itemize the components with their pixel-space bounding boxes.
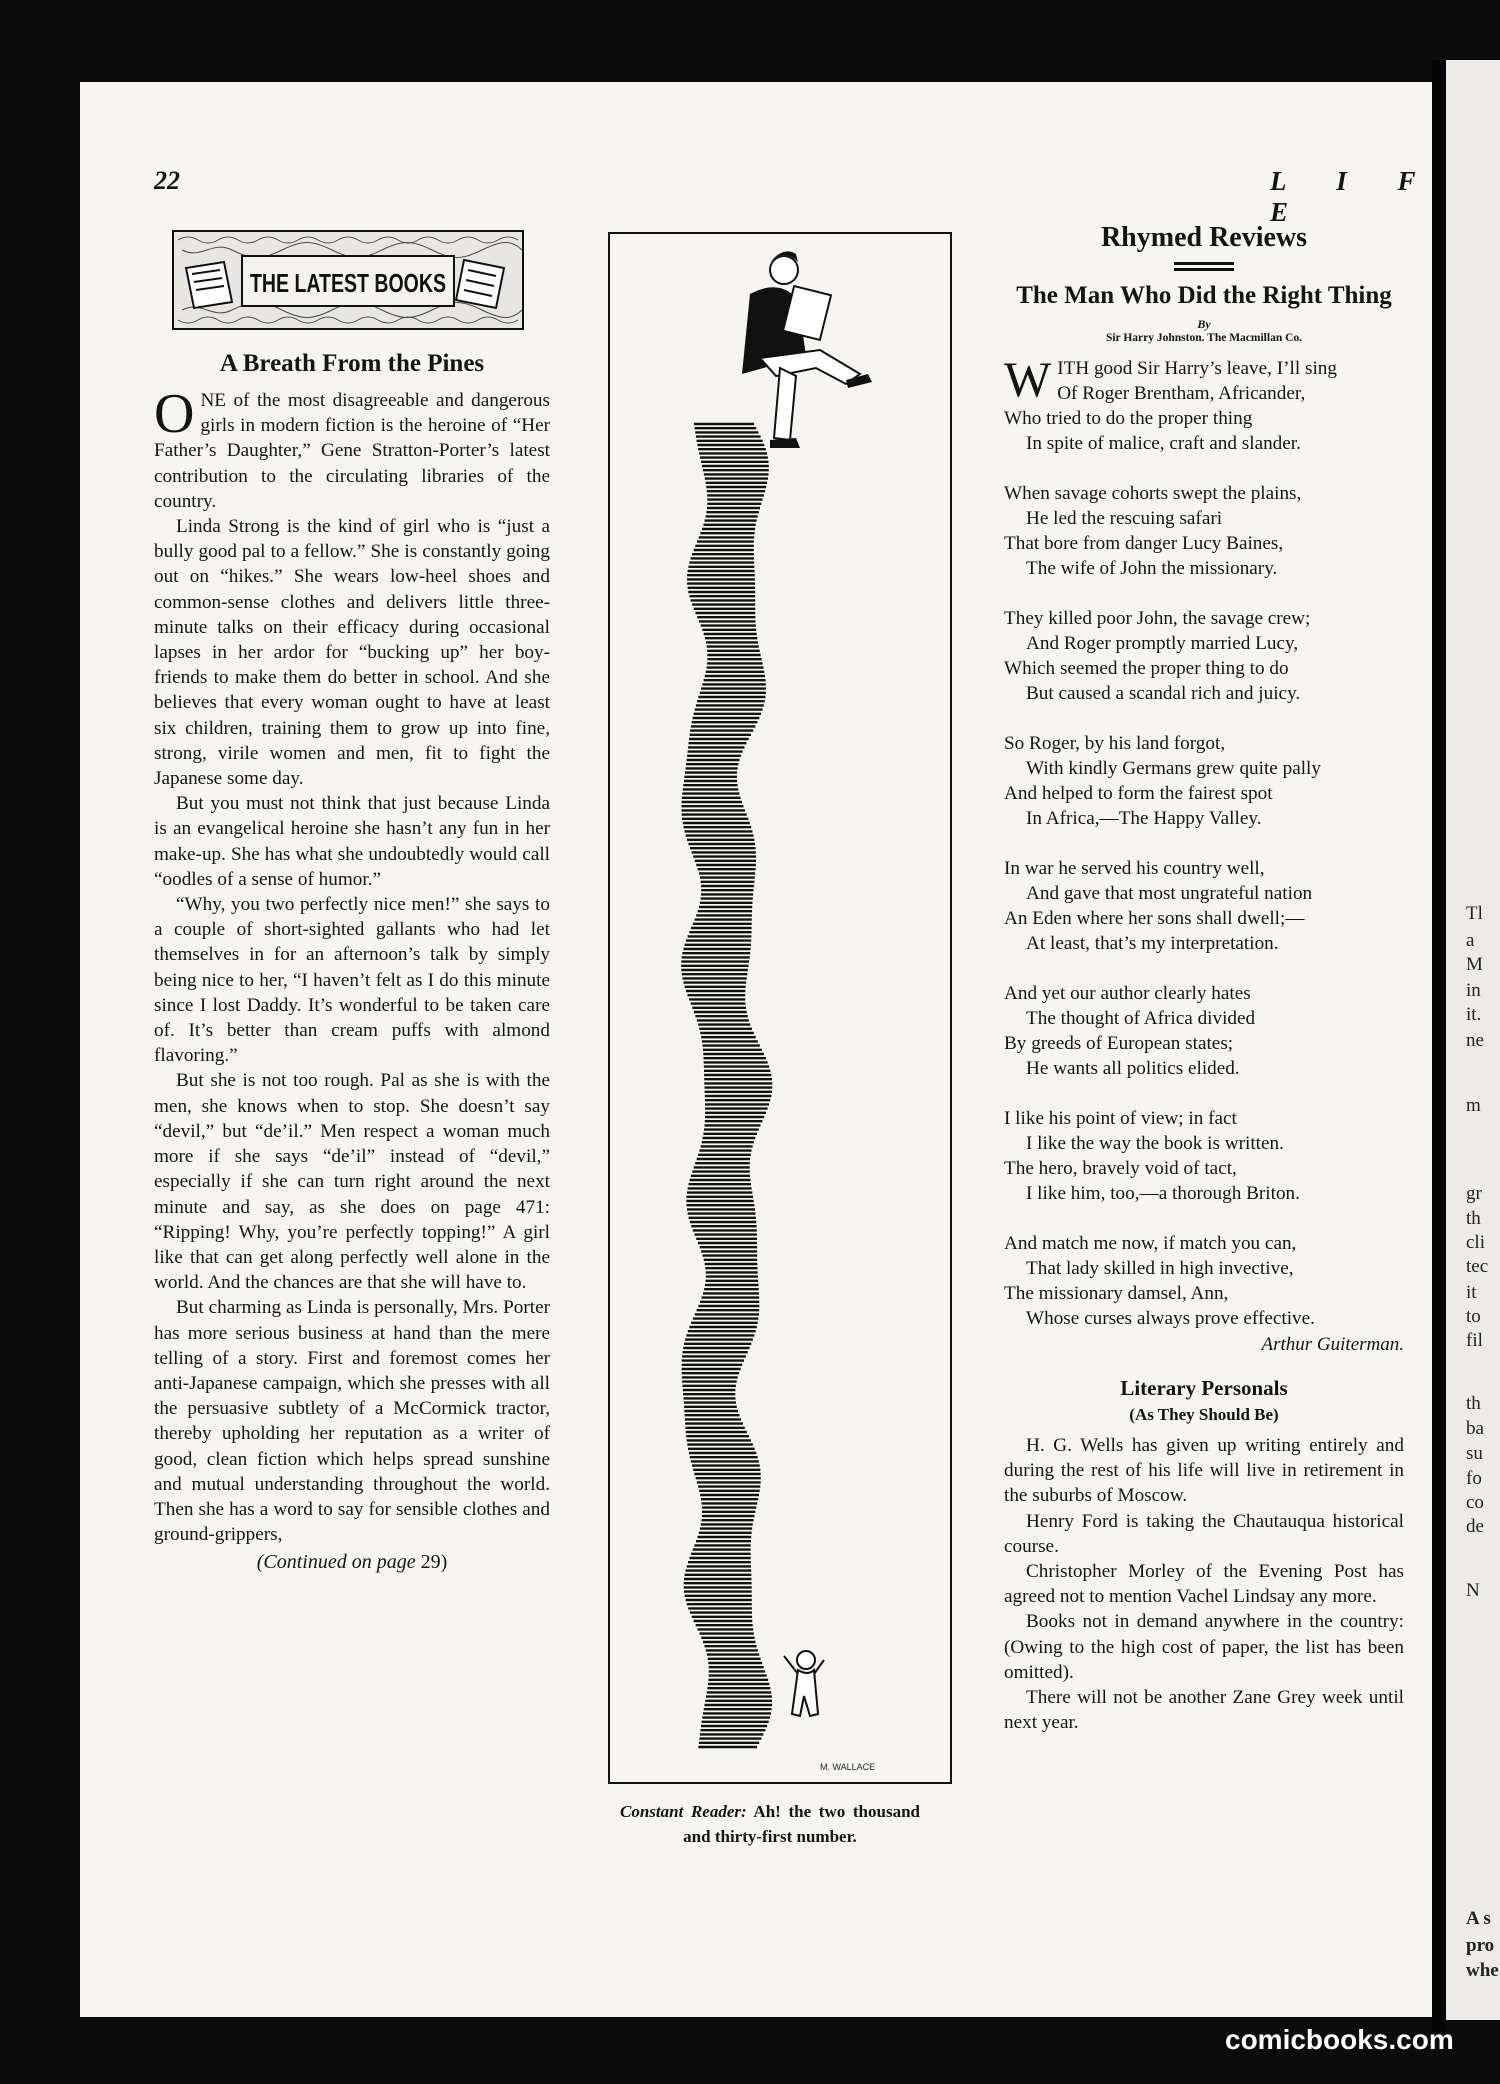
next-page-text-fragment: whe xyxy=(1466,1960,1499,1981)
poem-line: They killed poor John, the savage crew; xyxy=(1004,608,1311,629)
next-page-text-fragment: ba xyxy=(1466,1418,1484,1439)
article-column xyxy=(154,350,550,1574)
next-page-text-fragment: to xyxy=(1466,1306,1481,1327)
book-icon xyxy=(456,260,504,308)
poem-line: The missionary damsel, Ann, xyxy=(1004,1283,1229,1304)
article-paragraph: But charming as Linda is personally, Mrs. Porter has more serious business at hand than the mere telling of a story. First and foremost comes her anti-Japanese campaign, which she presses with all the persuasive subtlety of a McCormick tractor, thereby upholding her reputation as a writer of good, clean fiction which helps spread sunshine and mutual understanding throughout the world. Then she has a word to say for sensible clothes and ground-grippers, xyxy=(154,1297,550,1546)
cartoon-illustration xyxy=(610,234,950,1782)
poem-line: I like his point of view; in fact xyxy=(1004,1108,1237,1129)
next-page-text-fragment: it. xyxy=(1466,1004,1482,1025)
magazine-stack xyxy=(681,424,772,1747)
poem-stanza xyxy=(1004,606,1404,706)
next-page-text-fragment: su xyxy=(1466,1443,1483,1464)
poem-stanza xyxy=(1004,856,1404,956)
poem-line: With kindly Germans grew quite pally xyxy=(1026,758,1321,779)
watermark: comicbooks.com xyxy=(1225,2024,1454,2055)
article-paragraph: But she is not too rough. Pal as she is with the men, she knows when to stop. She doesn’t say “devil,” but “de’il.” Men respect a woman much more if she says “de’il” instead of “devil,” especially if she can turn right around the next minute and say, as she does on page 471: “Ripping! Why, you’re perfectly topping!” A girl like that can get along perfectly well alone in the world. And the chances are that she will have to. xyxy=(154,1070,550,1294)
next-page-text-fragment: pro xyxy=(1466,1935,1495,1956)
poem-line: And gave that most ungrateful nation xyxy=(1026,883,1313,904)
poem-line: And match me now, if match you can, xyxy=(1004,1233,1297,1254)
continued-note: (Continued on page 29) xyxy=(256,1551,448,1574)
poem-line: But caused a scandal rich and juicy. xyxy=(1026,683,1301,704)
small-figure xyxy=(784,1651,824,1716)
next-page-edge xyxy=(1446,60,1500,2020)
poem-line: Of Roger Brentham, Africander, xyxy=(1057,383,1306,404)
caption-text: Ah! the two thousand and thirty-first number. xyxy=(683,1802,920,1846)
article-paragraph: Linda Strong is the kind of girl who is “just a bully good pal to a fellow.” She is constantly going out on “hikes.” She wears low-heel shoes and common-sense clothes and delivers little three-minute talks on their efficacy during occasional lapses in her ardor for “bucking up” her boy-friends to make them do better in school. And she believes that every woman ought to have at least six children, training them to grow up into fine, strong, virile women and men, fit to fight the Japanese some day. xyxy=(154,516,550,790)
poem-line: He led the rescuing safari xyxy=(1026,508,1223,529)
next-page-text-fragment: de xyxy=(1466,1516,1484,1537)
personal-item: There will not be another Zane Grey week until next year. xyxy=(1004,1687,1404,1734)
poem-stanza xyxy=(1004,1231,1404,1331)
book-icon xyxy=(186,262,232,308)
poem-line: He wants all politics elided. xyxy=(1026,1058,1240,1079)
article-paragraph: ONE of the most disagreeable and dangerous girls in modern fiction is the heroine of “Her Father’s Daughter,” Gene Stratton-Porter’s latest contribution to the circulating libraries of the country. xyxy=(154,383,550,512)
poem-line: Who tried to do the proper thing xyxy=(1004,408,1253,429)
next-page-text-fragment: Tl xyxy=(1466,903,1483,924)
poem-line: So Roger, by his land forgot, xyxy=(1004,733,1226,754)
drop-cap: O xyxy=(154,383,195,445)
poem-line: An Eden where her sons shall dwell;— xyxy=(1004,908,1305,929)
next-page-text-fragment: cli xyxy=(1466,1232,1485,1253)
latest-books-banner xyxy=(172,230,524,330)
drop-cap: W xyxy=(1004,351,1052,407)
literary-personals-list xyxy=(1004,1433,1404,1735)
poem-line: In war he served his country well, xyxy=(1004,858,1265,879)
section-heading: Rhymed Reviews xyxy=(1100,222,1308,253)
next-page-text-fragment: in xyxy=(1466,980,1481,1001)
poem-line: I like him, too,—a thorough Briton. xyxy=(1026,1183,1300,1204)
poem-line: The thought of Africa divided xyxy=(1026,1008,1256,1029)
poem-line: When savage cohorts swept the plains, xyxy=(1004,483,1302,504)
reader-figure xyxy=(742,251,872,448)
poem-line: The wife of John the missionary. xyxy=(1026,558,1278,579)
personal-item: Henry Ford is taking the Chautauqua historical course. xyxy=(1004,1510,1404,1557)
next-page-text-fragment: th xyxy=(1466,1208,1481,1229)
next-page-text-fragment: fil xyxy=(1466,1330,1483,1351)
poem-line: That lady skilled in high invective, xyxy=(1026,1258,1294,1279)
poem-line: In Africa,—The Happy Valley. xyxy=(1026,808,1262,829)
poem-stanza xyxy=(1004,1106,1404,1206)
poem xyxy=(1004,351,1404,1331)
poem-line: And helped to form the fairest spot xyxy=(1004,783,1273,804)
article-paragraph: “Why, you two perfectly nice men!” she says to a couple of short-sighted gallants who had let themselves in for an afternoon’s talk by simply being nice to her, “I haven’t felt as I do this minute since I lost Daddy. It’s wonderful to be taken care of. It’s better than cream puffs with almond flavoring.” xyxy=(154,894,550,1067)
book-title: The Man Who Did the Right Thing xyxy=(1016,282,1392,309)
artist-signature: M. WALLACE xyxy=(820,1762,876,1772)
personal-item: Christopher Morley of the Evening Post has agreed not to mention Vachel Lindsay any more. xyxy=(1004,1561,1404,1608)
caption-speaker: Constant Reader: xyxy=(620,1802,747,1821)
next-page-text-fragment: it xyxy=(1466,1282,1477,1303)
poem-line: In spite of malice, craft and slander. xyxy=(1026,433,1301,454)
personal-item: H. G. Wells has given up writing entirely and during the rest of his life will live in retirement in the suburbs of Moscow. xyxy=(1004,1435,1404,1507)
literary-personals-heading: Literary Personals xyxy=(1120,1376,1288,1400)
literary-personals-subheading: (As They Should Be) xyxy=(1129,1405,1279,1424)
personal-item: Books not in demand anywhere in the country: (Owing to the high cost of paper, the list has been omitted). xyxy=(1004,1611,1404,1683)
article-body xyxy=(154,383,550,1547)
binding-gutter xyxy=(1432,60,1446,2035)
poem-stanza xyxy=(1004,731,1404,831)
poem-line: Whose curses always prove effective. xyxy=(1026,1308,1315,1329)
poem-line: The hero, bravely void of tact, xyxy=(1004,1158,1237,1179)
rhymed-reviews-column xyxy=(1004,222,1404,1735)
poem-line: At least, that’s my interpretation. xyxy=(1026,933,1279,954)
poem-line: I like the way the book is written. xyxy=(1026,1133,1284,1154)
next-page-text-fragment: gr xyxy=(1466,1183,1482,1204)
next-page-text-fragment: fo xyxy=(1466,1468,1482,1489)
next-page-text-fragment: th xyxy=(1466,1393,1481,1414)
cartoon-caption xyxy=(620,1799,920,1849)
next-page-text-fragment: a xyxy=(1466,930,1475,951)
next-page-text-fragment: N xyxy=(1466,1580,1480,1601)
poem-line: And yet our author clearly hates xyxy=(1004,983,1251,1004)
next-page-text-fragment: A s xyxy=(1466,1908,1491,1929)
poem-line: And Roger promptly married Lucy, xyxy=(1026,633,1299,654)
page-number: 22 xyxy=(154,166,180,195)
double-rule xyxy=(1174,262,1234,271)
cartoon-panel xyxy=(608,232,952,1784)
poem-stanza xyxy=(1004,351,1404,456)
next-page-text-fragment: M xyxy=(1466,954,1483,975)
banner-title: THE LATEST BOOKS xyxy=(250,268,446,298)
poem-line: WITH good Sir Harry’s leave, I’ll sing xyxy=(1004,351,1337,407)
next-page-text-fragment: ne xyxy=(1466,1030,1484,1051)
author-publisher: Sir Harry Johnston. The Macmillan Co. xyxy=(1105,332,1303,344)
poem-stanza xyxy=(1004,481,1404,581)
next-page-text-fragment: m xyxy=(1466,1095,1481,1116)
article-paragraph: But you must not think that just because Linda is an evangelical heroine she hasn’t any fun in her make-up. She has what she undoubtedly would call “oodles of a sense of humor.” xyxy=(154,793,550,890)
poet-signature: Arthur Guiterman. xyxy=(1261,1334,1404,1355)
poem-stanza xyxy=(1004,981,1404,1081)
article-title: A Breath From the Pines xyxy=(219,350,485,377)
poem-line: That bore from danger Lucy Baines, xyxy=(1004,533,1284,554)
byline-label: By xyxy=(1197,317,1211,331)
next-page-text-fragment: co xyxy=(1466,1492,1484,1513)
poem-line: By greeds of European states; xyxy=(1004,1033,1234,1054)
poem-line: Which seemed the proper thing to do xyxy=(1004,658,1289,679)
masthead: L I F E xyxy=(1270,166,1438,227)
next-page-text-fragment: tec xyxy=(1466,1256,1489,1277)
